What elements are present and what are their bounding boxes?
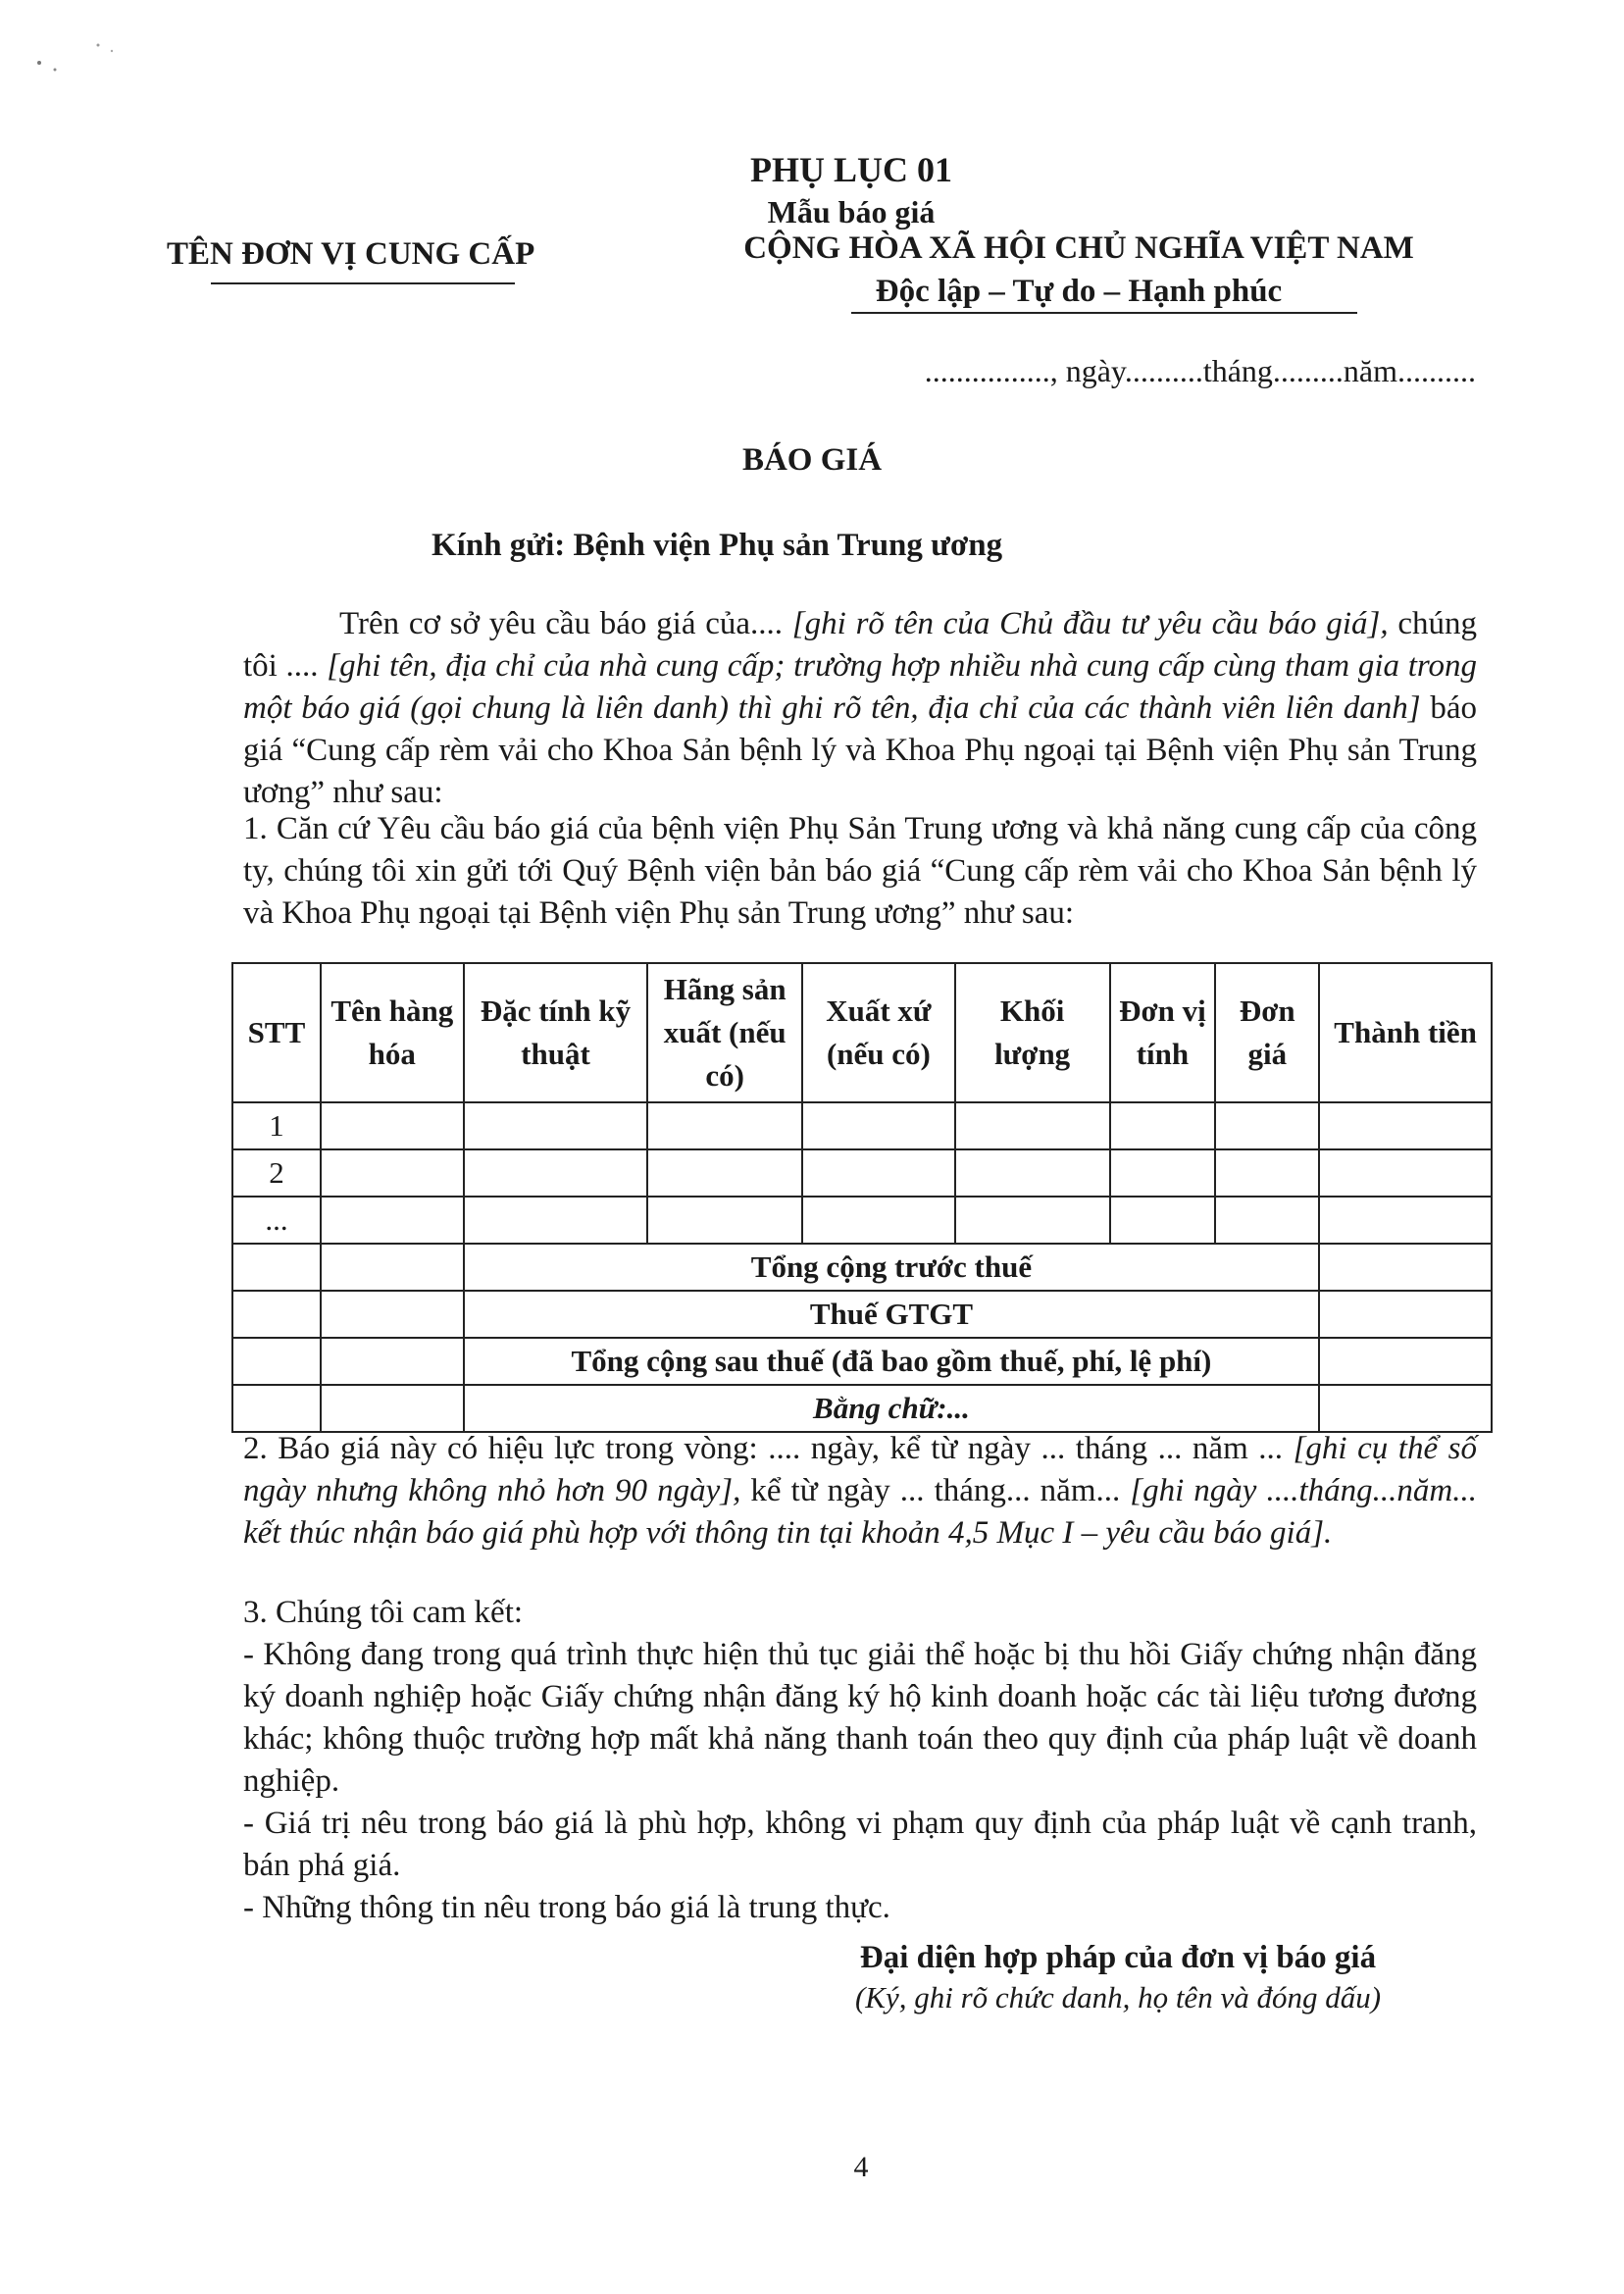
header-stt: STT [232, 963, 321, 1102]
table-row [232, 1197, 1492, 1244]
header-amount: Thành tiền [1319, 963, 1492, 1102]
amount-in-words-label: Bằng chữ:... [464, 1385, 1320, 1432]
table-row [232, 1102, 1492, 1149]
section-2-paragraph [243, 1428, 1477, 1555]
row-number: 2 [232, 1149, 321, 1197]
document-title: BÁO GIÁ [741, 442, 883, 478]
national-title: CỘNG HÒA XÃ HỘI CHỦ NGHĨA VIỆT NAM [743, 230, 1414, 266]
commitment-heading: 3. Chúng tôi cam kết: [243, 1595, 524, 1630]
header-manufacturer: Hãng sản xuất (nếu có) [647, 963, 802, 1102]
intro-instruction-2: [ghi tên, địa chỉ của nhà cung cấp; trường hợp nhiều nhà cung cấp cùng tham gia trong một báo giá (gọi chung là liên danh) thì ghi rõ tên, địa chỉ của các thành viên liên danh] [243, 648, 1478, 726]
in-words-row [232, 1385, 1492, 1432]
date-line: ................, ngày..........tháng.........năm.......... [924, 353, 1476, 388]
commitment-item: - Những thông tin nêu trong báo giá là trung thực. [243, 1890, 890, 1925]
validity-instruction-1: [ghi cụ thể số ngày nhưng không nhỏ hơn 90 ngày], [243, 1431, 1478, 1508]
supplier-underline [211, 282, 515, 284]
validity-instruction-2: [ghi ngày ....tháng...năm... kết thúc nhận báo giá phù hợp với thông tin tại khoản 4,5 Mục I – yêu cầu báo giá]. [243, 1473, 1477, 1551]
subtotal-row [232, 1244, 1492, 1291]
national-motto: Độc lập – Tự do – Hạnh phúc [875, 274, 1283, 309]
intro-instruction-1: [ghi rõ tên của Chủ đầu tư yêu cầu báo giá], [791, 606, 1389, 641]
row-number: 1 [232, 1102, 321, 1149]
intro-text-2: chúng tôi .... [243, 606, 1477, 684]
supplier-name-placeholder: TÊN ĐƠN VỊ CUNG CẤP [167, 236, 535, 272]
section-1-paragraph: 1. Căn cứ Yêu cầu báo giá của bệnh viện Phụ Sản Trung ương và khả năng cung cấp của công ty, chúng tôi xin gửi tới Quý Bệnh viện bản báo giá “Cung cấp rèm vải cho Khoa Sản bệnh lý và Khoa Phụ ngoại tại Bệnh viện Phụ sản Trung ương” như sau: [243, 811, 1477, 931]
header-specification: Đặc tính kỹ thuật [464, 963, 648, 1102]
table-row [232, 1149, 1492, 1197]
commitment-item: - Không đang trong quá trình thực hiện thủ tục giải thể hoặc bị thu hồi Giấy chứng nhận đăng ký doanh nghiệp hoặc Giấy chứng nhận đăng ký hộ kinh doanh hoặc các tài liệu tương đương khác; không thuộc trường hợp mất khả năng thanh toán theo quy định của pháp luật về doanh nghiệp. [243, 1637, 1477, 1799]
intro-text-1: Trên cơ sở yêu cầu báo giá của.... [339, 606, 784, 641]
motto-underline [851, 312, 1357, 314]
table-header-row [232, 963, 1492, 1102]
signature-note: (Ký, ghi rõ chức danh, họ tên và đóng dấu) [854, 1980, 1382, 2014]
header-unit-price: Đơn giá [1215, 963, 1319, 1102]
validity-text-1: 2. Báo giá này có hiệu lực trong vòng: .... ngày, kể từ ngày ... tháng ... năm ... [243, 1431, 1284, 1466]
vat-label: Thuế GTGT [464, 1291, 1320, 1338]
intro-text-3: báo giá “Cung cấp rèm vải cho Khoa Sản bệnh lý và Khoa Phụ ngoại tại Bệnh viện Phụ sản Trung ương” như sau: [243, 690, 1477, 810]
header-item-name: Tên hàng hóa [321, 963, 464, 1102]
header-origin: Xuất xứ (nếu có) [802, 963, 955, 1102]
quotation-table [231, 962, 1493, 1433]
validity-text-2: kể từ ngày ... tháng... năm... [750, 1473, 1121, 1508]
section-3-commitments [243, 1592, 1477, 1929]
header-unit: Đơn vị tính [1110, 963, 1216, 1102]
form-name: Mẫu báo giá [767, 194, 936, 229]
scan-speck-marks [29, 39, 127, 78]
vat-row [232, 1291, 1492, 1338]
subtotal-label: Tổng cộng trước thuế [464, 1244, 1320, 1291]
grand-total-label: Tổng cộng sau thuế (đã bao gồm thuế, phí, lệ phí) [464, 1338, 1320, 1385]
commitment-item: - Giá trị nêu trong báo giá là phù hợp, không vi phạm quy định của pháp luật về cạnh tranh, bán phá giá. [243, 1806, 1477, 1883]
intro-paragraph [243, 603, 1477, 814]
recipient-line: Kính gửi: Bệnh viện Phụ sản Trung ương [431, 528, 1003, 563]
grand-total-row [232, 1338, 1492, 1385]
appendix-label: PHỤ LỤC 01 [750, 150, 952, 189]
page-number: 4 [853, 2151, 869, 2183]
row-number: ... [232, 1197, 321, 1244]
signature-title: Đại diện hợp pháp của đơn vị báo giá [859, 1940, 1377, 1975]
header-quantity: Khối lượng [955, 963, 1110, 1102]
